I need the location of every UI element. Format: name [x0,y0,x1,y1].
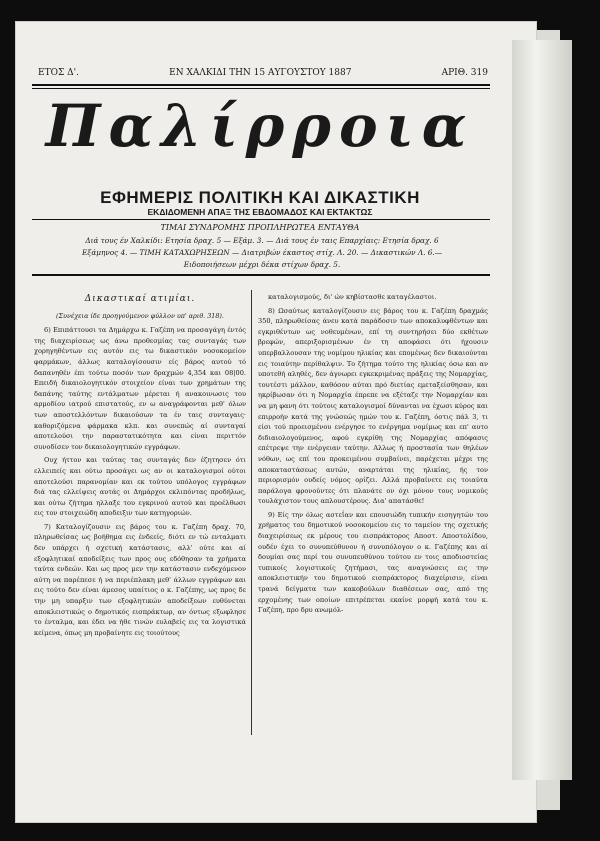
header-rule [32,84,490,86]
subtitle-rule [32,219,490,220]
left-column [34,292,246,641]
masthead-subsubtitle: ΕΚΔΙΔΟΜΕΝΗ ΑΠΑΞ ΤΗΣ ΕΒΔΟΜΑΔΟΣ ΚΑΙ ΕΚΤΑΚΤΩΣ [147,207,373,217]
masthead-subtitle: ΕΦΗΜΕΡΙΣ ΠΟΛΙΤΙΚΗ ΚΑΙ ΔΙΚΑΣΤΙΚΗ [100,188,420,207]
paragraph: καταλογισμούς, δι' ών κηβίστασθε καταγέλαστοι. [268,293,437,301]
header-line [38,68,488,84]
dateline: ΕΝ ΧΑΛΚΙΔΙ ΤΗΝ 15 ΑΥΓΟΥΣΤΟΥ 1887 [169,68,352,78]
paragraph: 8) Ωσαύτως καταλογίζουσιν εις βάρος του κ. Γαζέπη δραχμάς 350, πληρωθείσας άνευ κατά παράδοσιν των αποκαλυφθέντων και εγκριθέντων ως νοθευμένων, επί τη συντηρήσει δύο εκθέτων βρεφών, απεριξορισμένων έν τη αποφάσει ότι ήχουσιν υπερβαλλουσαν της νομίμου ηλικίας και επομένως δεν δικαιούνται εις τοιαύτην περίθαλψιν. Το ζήτημα τούτο της ηλικίας όσω και αν υποτεθή αληθές, δεν άγνωρει εγκεκριμένας πράξεις της Νομαρχίας, τουτέστι μάλλον, καθόσον αύται πρό διετίας εμεταξείσθησαν, και ηκρίβωσαν ότι η Νομαρχία έπρεπε να εξέταζε την Νομαρχίαν και να μη φανη ότι τούτοις καταλογισμοί δύνανται να έχωσι κύρος και επιρροήν κατά της γνώσεώς ημών του κ. Γαζέπη, όστις πάλ 3, τι είσι τού προεισμένου ενέργησε το ενέργημα νομίμως και επ' αυτο διδιαιολογούμενος, αφού εγκρίθη της Νομαρχίας απόφασις επέτρεψε την ενέργειαν ταύτην. Αλλως ή προστασία των θηλέων νόθων, ως επί του προκειμένου συμβαίνει, παρέχεται μέχρι της αποκαταστάσεως αυτών, αναρτάται της ηλικίας, ής τον περιορισμόν ουδείς νόμος ορίζει. Αλλά προβαίνετε εις τοιαύτα παράλογα φρονούντες ότι πλανάτε ον όχι μόνον τους νομικούς τουλάχιστον τους απλουστέρους. Δια' απατάσθε! [258,306,488,506]
subscription-line-1: Διά τους έν Χαλκίδι: Ετησία δραχ. 5 — Εξάμ. 3. — Διά τους έν ταις Επαρχίαις: Ετησία δραχ. 6 [85,236,439,245]
subscription-line-2: Εξάμηνος 4. — ΤΙΜΗ ΚΑΤΑΧΩΡΗΣΕΩΝ — Διατριβών έκαστος στίχ. Λ. 20. — Δικαστικών Λ. 6.— [81,248,443,257]
masthead-title: Παλίρροια [45,92,475,160]
binding-spine [512,40,572,780]
issue-number: ΑΡΙΘ. 319 [441,68,488,78]
paragraph: 7) Καταλογίζουσιν εις βάρος του κ. Γαζέπη δραχ. 70, πληρωθείσας ως βοήθημα εις ένδεείς, διότι εν τώ ενταλματι δεν υπάρχει ή σχετική κατάστασις, αλλ' ούτε και αί εξοφλητικαί αποδείξεις των προς ους εδόθησαν τα χρήματα ταύτα ενδεών. Και ως προς μεν την κατάστασιν ενδεχόμενον αύτη να παρέπεσε ή να περιέπλακη μεθ' άλλων εγγράφων και εις τούτο δεν είναι άμεσος υπαίτιος ο κ. Γαζέπης, ως προς δε την μη υπαρξιν των εξοφλητικών αποδείξεων ευθύνεται αποκλειστικώς ο δημοτικός εισπράκτωρ, αν όντως εξωφλησε το ένταλμα, και έδει να ήθε τινών ευλαβείς εις τα λογιστικά κείμενα, όπως μη προβαίνητε εις τοιούτους [34,522,246,637]
right-column [258,292,488,619]
header-rule-thin [32,88,490,89]
paragraph: 9) Είς την όλως αστεΐαν και επουσιώδη τυπικήν εισηγητών του χρήματος του δημοτικού νοσοκομείου εις το ταμείον της σχετικής διαχειρίσεως εκ μέρους του εισπράκτορος Αποστ. Αποστολίδου, ουδέν έχει το συνυπεύθυνον ή συνυπόλογον ο κ. Γαζέπης και αί δουμίαι σας περί του συνυπευθύνου τούτου εν τοις αποδιοστείας τυπικοίς λογιστικοίς ζητήμασι, τας αναγνώσεις εις την αποκλειστικήν του δημοτικού εισπράκτορος διαχείρισιν, είναι τρανά δείγματα των κακοβούλων διαθέσεων σας, από της ερχομένης των οποίων επιτρέπεται εκαίνε μορφή κατά του κ. Γαζέπη, προ δρυ ανωμόλ- [258,510,488,615]
paragraph: Ουχ ήττον και ταύτας τας συνταγάς δεν έζητησεν ότι ελλειπείς και ούτω προσάγει ως αν οι καταλογισμοί ούτοι αποτελούσι παρανομίαν και εκ τούτου υπόλογος εγγράφων διά τας ελλείψεις αυτάς οι Δημάρχοι εκλιπόντας προδήλως, και ούτω ζήτημα ηλλαξε του εγκρινού αυτού και προέλθωσι εις τον στοιχειώδη αποδειξιν των κατηγοριών. [34,456,246,518]
subscription-title: ΤΙΜΑΙ ΣΥΝΔΡΟΜΗΣ ΠΡΟΠΛΗΡΩΤΕΑ ΕΝΤΑΥΘΑ [160,223,360,232]
paragraph: 6) Επιπάττουσι τα Δημάρχω κ. Γαζέπη να προσαγάγη έντός της διαχειρίσεως ως άνω προθεσμίας τας συνταγάς των χορηγηθέντων εις αυτόν εις τω δικαστικόν νοσοκομείον φαρμάκων, άλλως καταλογίσουσιν είς βάρος αυτού τό δαπανηθέν έπι τούτω ποσόν των δραχμών 4,354 και 08|00. Επειδή δικαιολογητικόν στοιχείον είναι των χρημάτων της δαπάνης ταύτης εντάλματων μέρεται ή ανακοινωσις του αρμοδίου ιατρού επιστατούς, εν ω αναγράφονται μεθ' όλων των αποστελλόντων δικαιούσων τα έν ταις συνταγαις· καθοριζόμενα φάρμακα κλπ. και συνεπώς αί συνταγαί αποτελούσι την παραστατικότητα και είναι περιττόν συνοδίσεν τον δικαιολογητικών εγγράφων. [34,326,246,451]
year-label: ΕΤΟΣ Δ'. [38,68,80,78]
continuation-note: (Συνέχεια ίδε προηγούμενον φύλλον υπ' αριθ. 318). [56,311,224,320]
column-divider [251,290,252,735]
subscription-rule [32,274,490,276]
subscription-line-3: Ειδοποιήσεων μέχρι δέκα στίχων δραχ. 5. [183,260,341,269]
article-heading: Δικαστικαί ατιμίαι. [84,294,196,304]
